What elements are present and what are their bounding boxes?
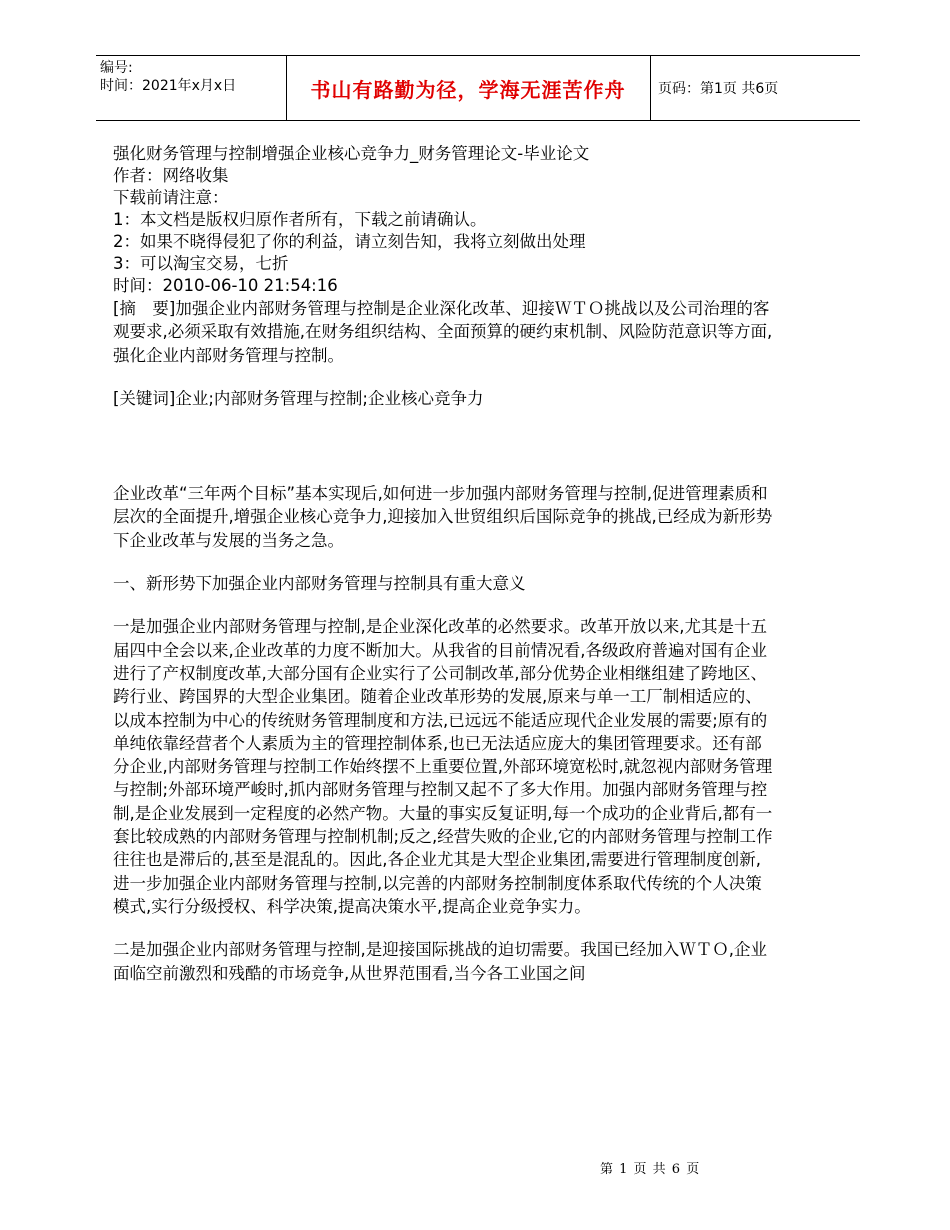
header-meta (100, 59, 236, 95)
spacer (113, 552, 773, 572)
number-label: 编号: (100, 60, 133, 76)
body-paragraph-2: 二是加强企业内部财务管理与控制,是迎接国际挑战的迫切需要。我国已经加入ＷＴＯ,企业面临空前激烈和残酷的市场竞争,从世界范围看,当今各工业国之间 (113, 940, 767, 983)
keywords-paragraph: [关键词]企业;内部财务管理与控制;企业核心竞争力 (113, 388, 484, 408)
intro-paragraph: 企业改革“三年两个目标”基本实现后,如何进一步加强内部财务管理与控制,促进管理素质和层次的全面提升,增强企业核心竞争力,迎接加入世贸组织后国际竞争的挑战,已经成为新形势下企业改革与发展的当务之急。 (113, 484, 773, 550)
abstract-paragraph: [摘 要]加强企业内部财务管理与控制是企业深化改革、迎接ＷＴＯ挑战以及公司治理的客观要求,必须采取有效措施,在财务组织结构、全面预算的硬约束机制、风险防范意识等方面,强化企业内部财务管理与控制。 (113, 299, 773, 365)
spacer (113, 367, 773, 387)
page-footer: 第 1 页 共 6 页 (600, 1162, 701, 1177)
notice-item-2: 2：如果不晓得侵犯了你的利益，请立刻告知，我将立刻做出处理 (113, 232, 586, 251)
document-body (113, 143, 773, 985)
page-header (96, 55, 860, 121)
notice-title: 下载前请注意： (113, 188, 229, 207)
time-label: 时间：2021年x月x日 (100, 78, 237, 94)
document-title: 强化财务管理与控制增强企业核心竞争力_财务管理论文-毕业论文 (113, 144, 590, 163)
header-page-info: 页码：第1页 共6页 (658, 81, 779, 97)
notice-item-1: 1：本文档是版权归原作者所有，下载之前请确认。 (113, 210, 487, 229)
publish-time: 时间：2010-06-10 21:54:16 (113, 276, 338, 295)
notice-item-3: 3：可以淘宝交易，七折 (113, 254, 289, 273)
spacer (113, 918, 773, 938)
header-motto: 书山有路勤为径，学海无涯苦作舟 (310, 77, 626, 102)
section-heading-1: 一、新形势下加强企业内部财务管理与控制具有重大意义 (113, 574, 526, 594)
header-divider-right (650, 56, 651, 120)
author-line: 作者：网络收集 (113, 166, 229, 185)
spacer (113, 595, 773, 615)
spacer (113, 410, 773, 482)
body-paragraph-1: 一是加强企业内部财务管理与控制,是企业深化改革的必然要求。改革开放以来,尤其是十五届四中全会以来,企业改革的力度不断加大。从我省的目前情况看,各级政府普遍对国有企业进行了产权制度改革,大部分国有企业实行了公司制改革,部分优势企业相继组建了跨地区、跨行业、跨国界的大型企业集团。随着企业改革形势的发展,原来与单一工厂制相适应的、以成本控制为中心的传统财务管理制度和方法,已远远不能适应现代企业发展的需要;原有的单纯依靠经营者个人素质为主的管理控制体系,也已无法适应庞大的集团管理要求。还有部分企业,内部财务管理与控制工作始终摆不上重要位置,外部环境宽松时,就忽视内部财务管理与控制;外部环境严峻时,抓内部财务管理与控制又起不了多大作用。加强内部财务管理与控制,是企业发展到一定程度的必然产物。大量的事实反复证明,每一个成功的企业背后,都有一套比较成熟的内部财务管理与控制机制;反之,经营失败的企业,它的内部财务管理与控制工作往往也是滞后的,甚至是混乱的。因此,各企业尤其是大型企业集团,需要进行管理制度创新,进一步加强企业内部财务管理与控制,以完善的内部财务控制制度体系取代传统的个人决策模式,实行分级授权、科学决策,提高决策水平,提高企业竞争实力。 (113, 617, 773, 916)
